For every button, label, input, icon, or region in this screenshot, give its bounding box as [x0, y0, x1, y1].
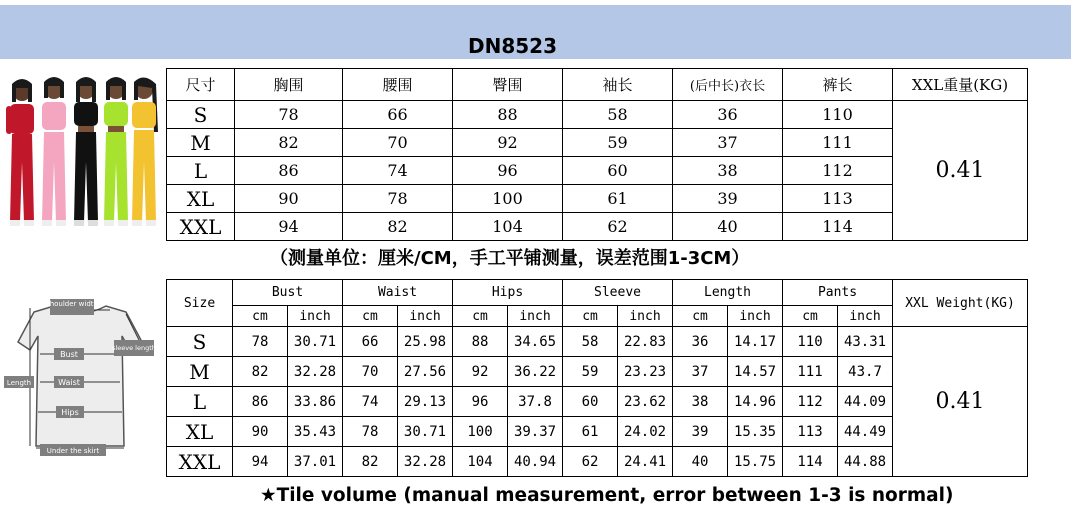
- table-cell: 90: [233, 417, 288, 447]
- table-cell: 90: [235, 185, 343, 213]
- table-cell: 43.7: [838, 357, 893, 387]
- table-cell: 82: [233, 357, 288, 387]
- table-cell: 39: [673, 185, 783, 213]
- measurement-diagram: [4, 296, 156, 460]
- header-weight: XXL重量(KG): [893, 69, 1028, 101]
- table-cell: 78: [235, 101, 343, 129]
- header-sleeve: 袖长: [563, 69, 673, 101]
- table-header-row: [167, 280, 1028, 306]
- header-bust: Bust: [233, 280, 343, 306]
- header-waist: 腰围: [343, 69, 453, 101]
- model-green: [104, 77, 128, 226]
- table-cell: 36: [673, 101, 783, 129]
- table-cell: 104: [453, 213, 563, 241]
- header-length: Length: [673, 280, 783, 306]
- size-cell: S: [167, 101, 235, 129]
- measurement-note-english: ★Tile volume (manual measurement, error between 1-3 is normal): [260, 485, 954, 506]
- table-cell: 22.83: [618, 327, 673, 357]
- table-cell: 114: [783, 447, 838, 477]
- size-cell: M: [167, 129, 235, 157]
- table-cell: 24.41: [618, 447, 673, 477]
- unit-cm: cm: [343, 306, 398, 327]
- unit-inch: inch: [508, 306, 563, 327]
- table-cell: 37.01: [288, 447, 343, 477]
- table-cell: 74: [343, 387, 398, 417]
- table-cell: 110: [783, 327, 838, 357]
- diagram-label-shoulder: shoulder width: [46, 300, 98, 308]
- header-size: Size: [167, 280, 233, 327]
- header-pants: Pants: [783, 280, 893, 306]
- table-cell: 114: [783, 213, 893, 241]
- table-cell: 43.31: [838, 327, 893, 357]
- table-cell: 15.75: [728, 447, 783, 477]
- table-cell: 112: [783, 157, 893, 185]
- model-red: [6, 79, 34, 226]
- diagram-label-waist: Waist: [58, 378, 80, 387]
- header-size: 尺寸: [167, 69, 235, 101]
- table-cell: 39: [673, 417, 728, 447]
- unit-inch: inch: [838, 306, 893, 327]
- table-cell: 38: [673, 157, 783, 185]
- header-length: (后中长)衣长: [673, 69, 783, 101]
- svg-text:shoulder width: [46, 300, 98, 308]
- size-table-english: [166, 279, 1028, 477]
- size-table-chinese: [166, 68, 1028, 241]
- header-waist: Waist: [343, 280, 453, 306]
- table-cell: 33.86: [288, 387, 343, 417]
- table-cell: 100: [453, 185, 563, 213]
- table-cell: 27.56: [398, 357, 453, 387]
- model-yellow: [132, 77, 158, 226]
- table-cell: 88: [453, 327, 508, 357]
- table-cell: 104: [453, 447, 508, 477]
- table-cell: 62: [563, 213, 673, 241]
- table-cell: 37: [673, 357, 728, 387]
- table-cell: 37: [673, 129, 783, 157]
- table-cell: 111: [783, 129, 893, 157]
- table-cell: 32.28: [288, 357, 343, 387]
- table-cell: 66: [343, 327, 398, 357]
- table-cell: 60: [563, 157, 673, 185]
- size-cell: S: [167, 327, 233, 357]
- table-cell: 34.65: [508, 327, 563, 357]
- table-cell: 59: [563, 357, 618, 387]
- table-cell: 86: [235, 157, 343, 185]
- size-cell: XXL: [167, 447, 233, 477]
- size-cell: XL: [167, 185, 235, 213]
- header-hips: 臀围: [453, 69, 563, 101]
- table-cell: 36.22: [508, 357, 563, 387]
- table-cell: 82: [343, 447, 398, 477]
- product-photo: [4, 72, 160, 232]
- table-cell: 78: [343, 417, 398, 447]
- table-cell: 111: [783, 357, 838, 387]
- unit-cm: cm: [783, 306, 838, 327]
- table-cell: 40: [673, 213, 783, 241]
- table-cell: 61: [563, 417, 618, 447]
- table-cell: 25.98: [398, 327, 453, 357]
- table-cell: 94: [235, 213, 343, 241]
- table-cell: 44.09: [838, 387, 893, 417]
- unit-inch: inch: [618, 306, 673, 327]
- size-cell: XXL: [167, 213, 235, 241]
- measurement-note-chinese: （测量单位：厘米/CM，手工平铺测量，误差范围1-3CM）: [270, 248, 750, 269]
- table-cell: 88: [453, 101, 563, 129]
- unit-cm: cm: [563, 306, 618, 327]
- table-cell: 30.71: [288, 327, 343, 357]
- table-cell: 110: [783, 101, 893, 129]
- weight-value: 0.41: [893, 101, 1028, 241]
- table-cell: 14.96: [728, 387, 783, 417]
- table-row: [167, 101, 1028, 129]
- table-cell: 32.28: [398, 447, 453, 477]
- table-cell: 61: [563, 185, 673, 213]
- header-sleeve: Sleeve: [563, 280, 673, 306]
- table-cell: 96: [453, 157, 563, 185]
- size-cell: M: [167, 357, 233, 387]
- model-pink: [42, 77, 66, 226]
- unit-inch: inch: [728, 306, 783, 327]
- size-cell: XL: [167, 417, 233, 447]
- table-cell: 112: [783, 387, 838, 417]
- table-cell: 113: [783, 417, 838, 447]
- diagram-label-under: Under the skirt: [46, 447, 100, 455]
- table-cell: 66: [343, 101, 453, 129]
- table-cell: 23.62: [618, 387, 673, 417]
- table-cell: 96: [453, 387, 508, 417]
- size-cell: L: [167, 387, 233, 417]
- table-cell: 70: [343, 129, 453, 157]
- table-cell: 82: [343, 213, 453, 241]
- table-cell: 24.02: [618, 417, 673, 447]
- diagram-label-bust: Bust: [60, 350, 78, 359]
- header-pants: 裤长: [783, 69, 893, 101]
- table-cell: 39.37: [508, 417, 563, 447]
- table-cell: 100: [453, 417, 508, 447]
- header-bust: 胸围: [235, 69, 343, 101]
- table-cell: 113: [783, 185, 893, 213]
- table-cell: 94: [233, 447, 288, 477]
- table-cell: 40.94: [508, 447, 563, 477]
- table-cell: 78: [343, 185, 453, 213]
- table-header-row: [167, 69, 1028, 101]
- table-cell: 14.17: [728, 327, 783, 357]
- table-cell: 40: [673, 447, 728, 477]
- model-code: DN8523: [468, 34, 558, 58]
- table-cell: 35.43: [288, 417, 343, 447]
- unit-inch: inch: [288, 306, 343, 327]
- table-cell: 36: [673, 327, 728, 357]
- table-cell: 58: [563, 327, 618, 357]
- model-black: [74, 77, 98, 226]
- table-cell: 60: [563, 387, 618, 417]
- diagram-label-hips: Hips: [61, 408, 79, 417]
- diagram-label-length: Length: [6, 379, 32, 387]
- weight-value: 0.41: [893, 327, 1028, 477]
- table-row: [167, 327, 1028, 357]
- table-cell: 14.57: [728, 357, 783, 387]
- table-cell: 86: [233, 387, 288, 417]
- unit-cm: cm: [453, 306, 508, 327]
- table-cell: 70: [343, 357, 398, 387]
- table-cell: 44.88: [838, 447, 893, 477]
- unit-cm: cm: [673, 306, 728, 327]
- table-cell: 59: [563, 129, 673, 157]
- unit-inch: inch: [398, 306, 453, 327]
- diagram-label-sleeve: sleeve length: [112, 344, 156, 352]
- table-cell: 62: [563, 447, 618, 477]
- table-cell: 29.13: [398, 387, 453, 417]
- table-cell: 15.35: [728, 417, 783, 447]
- table-cell: 78: [233, 327, 288, 357]
- table-cell: 30.71: [398, 417, 453, 447]
- header-hips: Hips: [453, 280, 563, 306]
- table-cell: 74: [343, 157, 453, 185]
- table-cell: 58: [563, 101, 673, 129]
- size-cell: L: [167, 157, 235, 185]
- table-cell: 82: [235, 129, 343, 157]
- header-weight: XXL Weight(KG): [893, 280, 1028, 327]
- table-cell: 38: [673, 387, 728, 417]
- table-cell: 92: [453, 129, 563, 157]
- table-cell: 44.49: [838, 417, 893, 447]
- table-cell: 37.8: [508, 387, 563, 417]
- table-cell: 23.23: [618, 357, 673, 387]
- table-cell: 92: [453, 357, 508, 387]
- unit-cm: cm: [233, 306, 288, 327]
